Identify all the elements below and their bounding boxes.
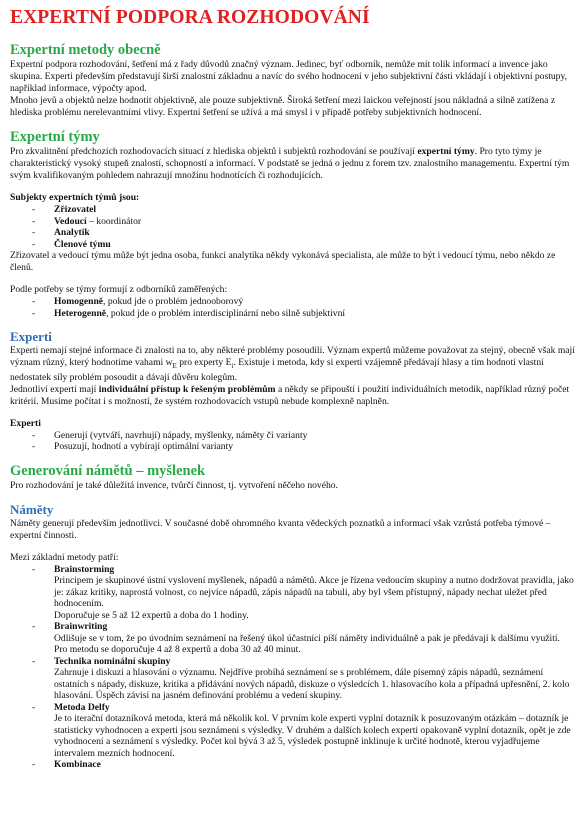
method-item: - Kombinace xyxy=(32,759,575,771)
heading-generovani: Generování námětů – myšlenek xyxy=(10,462,206,479)
list-item: - Generují (vytváří, navrhují) nápady, myšlenky, náměty či varianty xyxy=(32,430,575,442)
method-item: - Brainstorming Principem je skupinové ústní vyslovení myšlenek, nápadů a námětů. Akce je řízena vedoucím skupiny a nutno dodržovat pravidla, jako je: zákaz kritiky, naprostá volnost, co nejvíce nápadů, zápis nápadů na tabuli, aby byl všem přístupný, nápady nechat uležet před hodnocením. Doporučuje se 5 až 12 expertů a doba do 1 hodiny. xyxy=(32,564,575,622)
paragraph: Náměty generují především jednotlivci. V současné době ohromného kvanta vědeckých poznatků a informací však vzrůstá potřeba týmové – expertní činnosti. xyxy=(10,517,551,541)
list-item: - Posuzují, hodnotí a vybírají optimální varianty xyxy=(32,441,575,453)
heading-namety: Náměty xyxy=(10,501,54,517)
list-item: - Zřizovatel xyxy=(32,204,575,216)
heading-expertni-tymy: Expertní týmy xyxy=(10,129,100,145)
paragraph: Zřizovatel a vedoucí týmu může být jedna osoba, funkci analytika někdy vykonává specialista, ale může to být i vedoucí týmu, nebo někdo ze členů. xyxy=(10,250,556,273)
paragraph: Mnoho jevů a objektů nelze hodnotit objektivně, ale pouze subjektivně. Široká šetření mezi laickou veřejností jsou nákladná a silně zatížena z hlediska problému nerelevantními vlivy. Expertní šetření se užívá a má smysl i v případě potřeby subjektivních hodnocení. xyxy=(10,95,556,118)
subjekty-label: Subjekty expertních týmů jsou: xyxy=(10,192,140,203)
method-item: - Brainwriting Odlišuje se v tom, že po úvodním seznámení na řešený úkol účastníci píší náměty individuálně a pak je předávají k dalšímu využití. Pro metodu se doporučuje 4 až 8 expertů a doba 30 až 40 minut. xyxy=(32,621,575,656)
experti-label: Experti xyxy=(10,417,41,429)
list-item: - Homogenně, pokud jde o problém jednooborový xyxy=(32,296,575,308)
paragraph: Podle potřeby se týmy formují z odborníků zaměřených: xyxy=(10,284,228,295)
paragraph: Experti nemají stejné informace či znalosti na to, aby některé problémy posoudili. Význam expertů můžeme považovat za stejný, obecně však mají význam různý, který hodnotíme vahami $w_E$ pro experty $E_i$. Existuje i metoda, kdy si experti vzájemně předávají hlasy a tím hodnotí vlastní nedostatek síly problém posoudit a dávají důvěru kolegům. xyxy=(10,345,575,383)
method-item: - Technika nominální skupiny Zahrnuje i diskuzi a hlasování o významu. Nejdříve probíhá seznámení se s problémem, dále písemný zápis nápadů, seznámení ostatních s nápady, diskuze, kritika a přidávání nových nápadů, diskuze o výsledcích 1. hlasovacího kola a případná upřesnění, 2. kolo hlasování. Úspěch závisí na jasném definování problému a vedení skupiny. xyxy=(32,656,575,702)
paragraph: Expertní podpora rozhodování, šetření má z řady důvodů značný význam. Jedinec, byť odborník, nemůže mít tolik informací a invence jako skupina. Experti především představují širší znalostní základnu a navíc do svého hodnocení v jeho subjektivní části vkládají i objektivní postupy, například informace, výpočty apod. xyxy=(10,59,568,94)
methods-list xyxy=(10,564,575,771)
zamereni-list xyxy=(10,296,575,319)
paragraph: Pro zkvalitnění předchozích rozhodovacích situací z hlediska objektů i subjektů rozhodování se používají expertní týmy. Pro tyto týmy je charakteristický vysoký stupeň znalostí, schopností a informací. V podstatě se jedná o jednu z forem tzv. znalostního managementu. Expertní tým svým kvalifikovaným pohledem nahrazují množinu hodnotících či rozhodujících. xyxy=(10,146,570,181)
list-item: - Analytik xyxy=(32,227,575,239)
subjekty-list xyxy=(10,204,575,250)
document-page xyxy=(10,6,575,771)
list-item: - Členové týmu xyxy=(32,239,575,251)
paragraph: Mezi základní metody patří: xyxy=(10,551,119,563)
list-item: - Heterogenně, pokud jde o problém interdisciplinární nebo silně subjektivní xyxy=(32,308,575,320)
method-item: - Metoda Delfy Je to iterační dotazníková metoda, která má několik kol. V prvním kole experti vyplní dotazník k posuzovaným otázkám – dotazník je statisticky vyhodnocen a experti jsou seznámeni s výsledky. V druhém a dalších kolech experti opakovaně vyplní dotazník, opět je zde vyhodnocení a seznámení s výsledky. Počet kol bývá 3 až 5, výsledek postupně inklinuje k určité hodnotě, kterou vyjadřujeme intervalem mezních hodnocení. xyxy=(32,702,575,760)
list-item: - Vedoucí – koordinátor xyxy=(32,216,575,228)
paragraph: Pro rozhodování je také důležitá invence, tvůrčí činnost, tj. vytvoření něčeho nového. xyxy=(10,479,338,491)
heading-experti: Experti xyxy=(10,329,52,344)
experti-list xyxy=(10,430,575,453)
heading-expertni-metody: Expertní metody obecně xyxy=(10,42,161,58)
document-title: EXPERTNÍ PODPORA ROZHODOVÁNÍ xyxy=(10,7,370,28)
paragraph: Jednotliví experti mají individuální přístup k řešeným problémům a někdy se připouští i použití individuálních metodik, například různý počet kritérií. Musíme počítat i s možností, že systém rozhodovacích vstupů nebude komplexně naplněn. xyxy=(10,383,570,407)
